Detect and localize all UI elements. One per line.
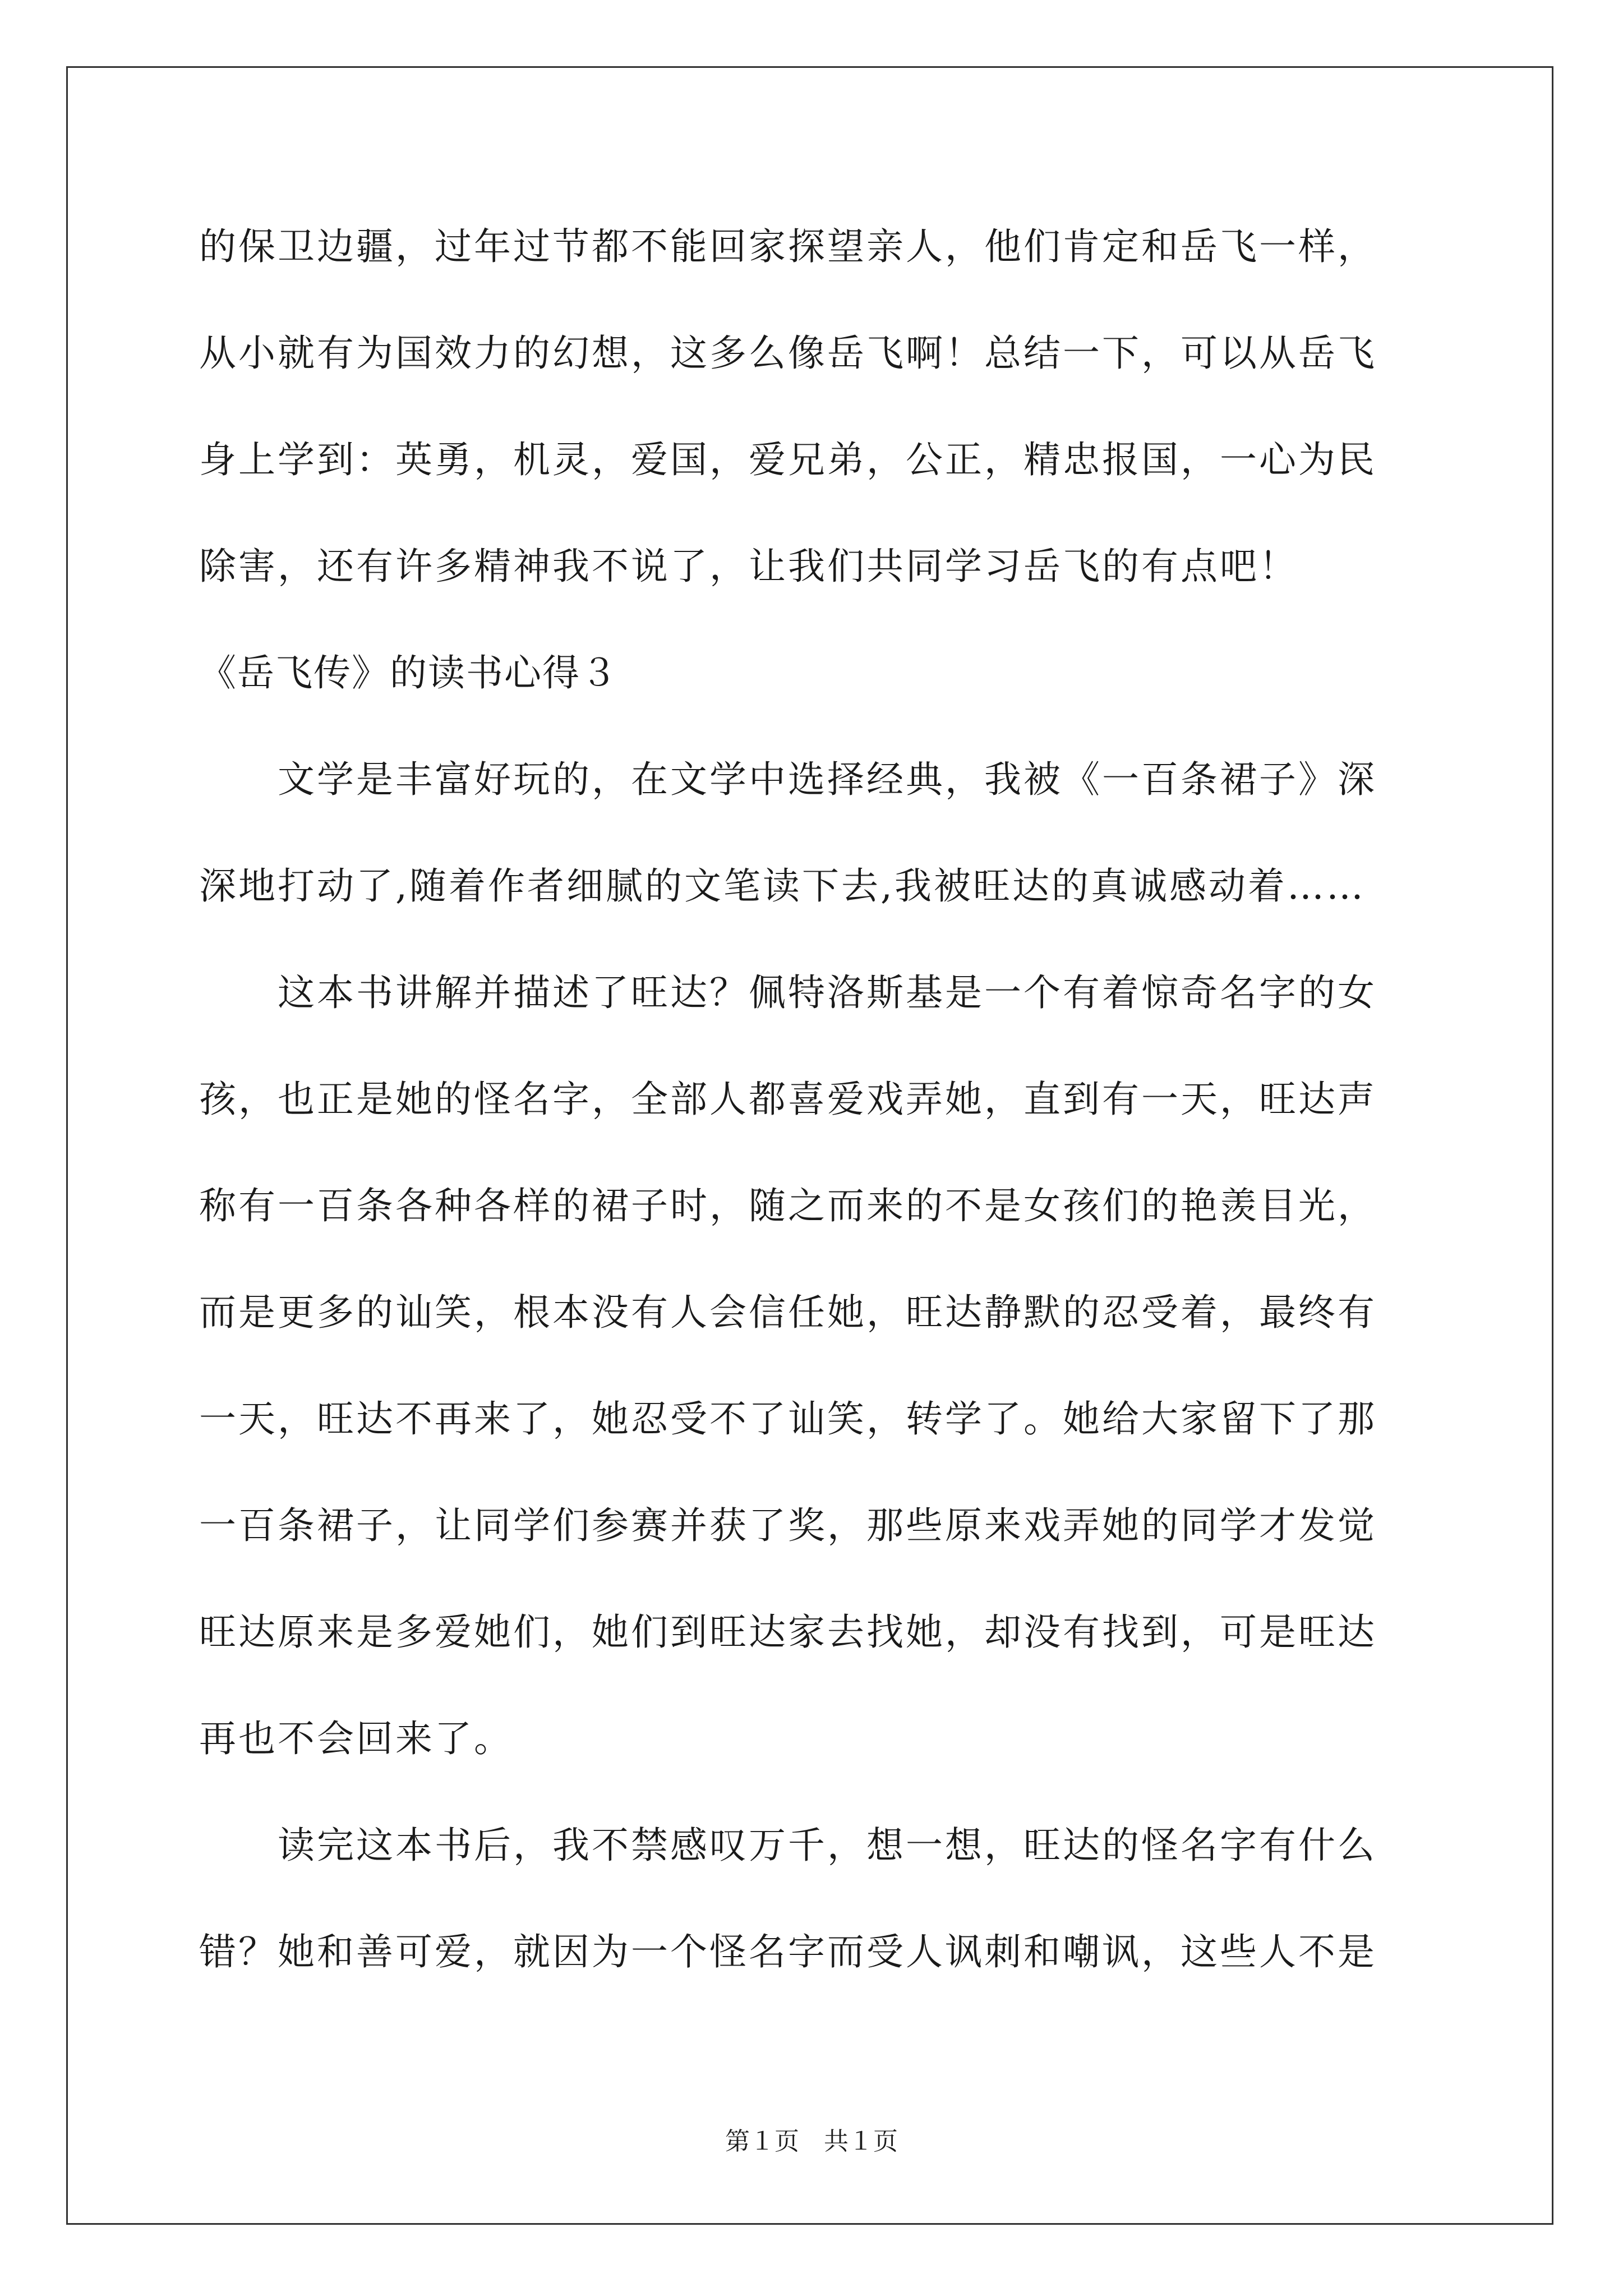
- text-line: 而是更多的讪笑，根本没有人会信任她，旺达静默的忍受着，最终有: [199, 1291, 1377, 1334]
- text-line: 孩，也正是她的怪名字，全部人都喜爱戏弄她，直到有一天，旺达声: [199, 1078, 1377, 1121]
- page-number-footer: 第１页 共１页: [725, 2127, 898, 2156]
- text-line: 一天，旺达不再来了，她忍受不了讪笑，转学了。她给大家留下了那: [199, 1397, 1377, 1441]
- text-line: 这本书讲解并描述了旺达？佩特洛斯基是一个有着惊奇名字的女: [278, 971, 1377, 1014]
- text-line: 身上学到：英勇，机灵，爱国，爱兄弟，公正，精忠报国，一心为民: [199, 438, 1377, 481]
- text-line: 再也不会回来了。: [199, 1717, 513, 1760]
- text-line: 除害，还有许多精神我不说了，让我们共同学习岳飞的有点吧！: [199, 545, 1298, 588]
- text-line: 称有一百条各种各样的裙子时，随之而来的不是女孩们的艳羡目光，: [199, 1184, 1377, 1227]
- text-line: 一百条裙子，让同学们参赛并获了奖，那些原来戏弄她的同学才发觉: [199, 1504, 1377, 1547]
- text-line: 从小就有为国效力的幻想，这多么像岳飞啊！总结一下，可以从岳飞: [199, 332, 1377, 375]
- text-line: 错？她和善可爱，就因为一个怪名字而受人讽刺和嘲讽，这些人不是: [199, 1930, 1377, 1973]
- text-line: 深地打动了,随着作者细腻的文笔读下去,我被旺达的真诚感动着……: [199, 864, 1366, 908]
- section-heading: 《岳飞传》的读书心得３: [199, 651, 619, 694]
- text-line: 旺达原来是多爱她们，她们到旺达家去找她，却没有找到，可是旺达: [199, 1611, 1377, 1654]
- page-border: [66, 66, 1553, 2225]
- text-line: 文学是丰富好玩的，在文学中选择经典，我被《一百条裙子》深: [278, 758, 1377, 801]
- text-line: 读完这本书后，我不禁感叹万千，想一想，旺达的怪名字有什么: [278, 1824, 1377, 1867]
- text-line: 的保卫边疆，过年过节都不能回家探望亲人，他们肯定和岳飞一样，: [199, 225, 1377, 268]
